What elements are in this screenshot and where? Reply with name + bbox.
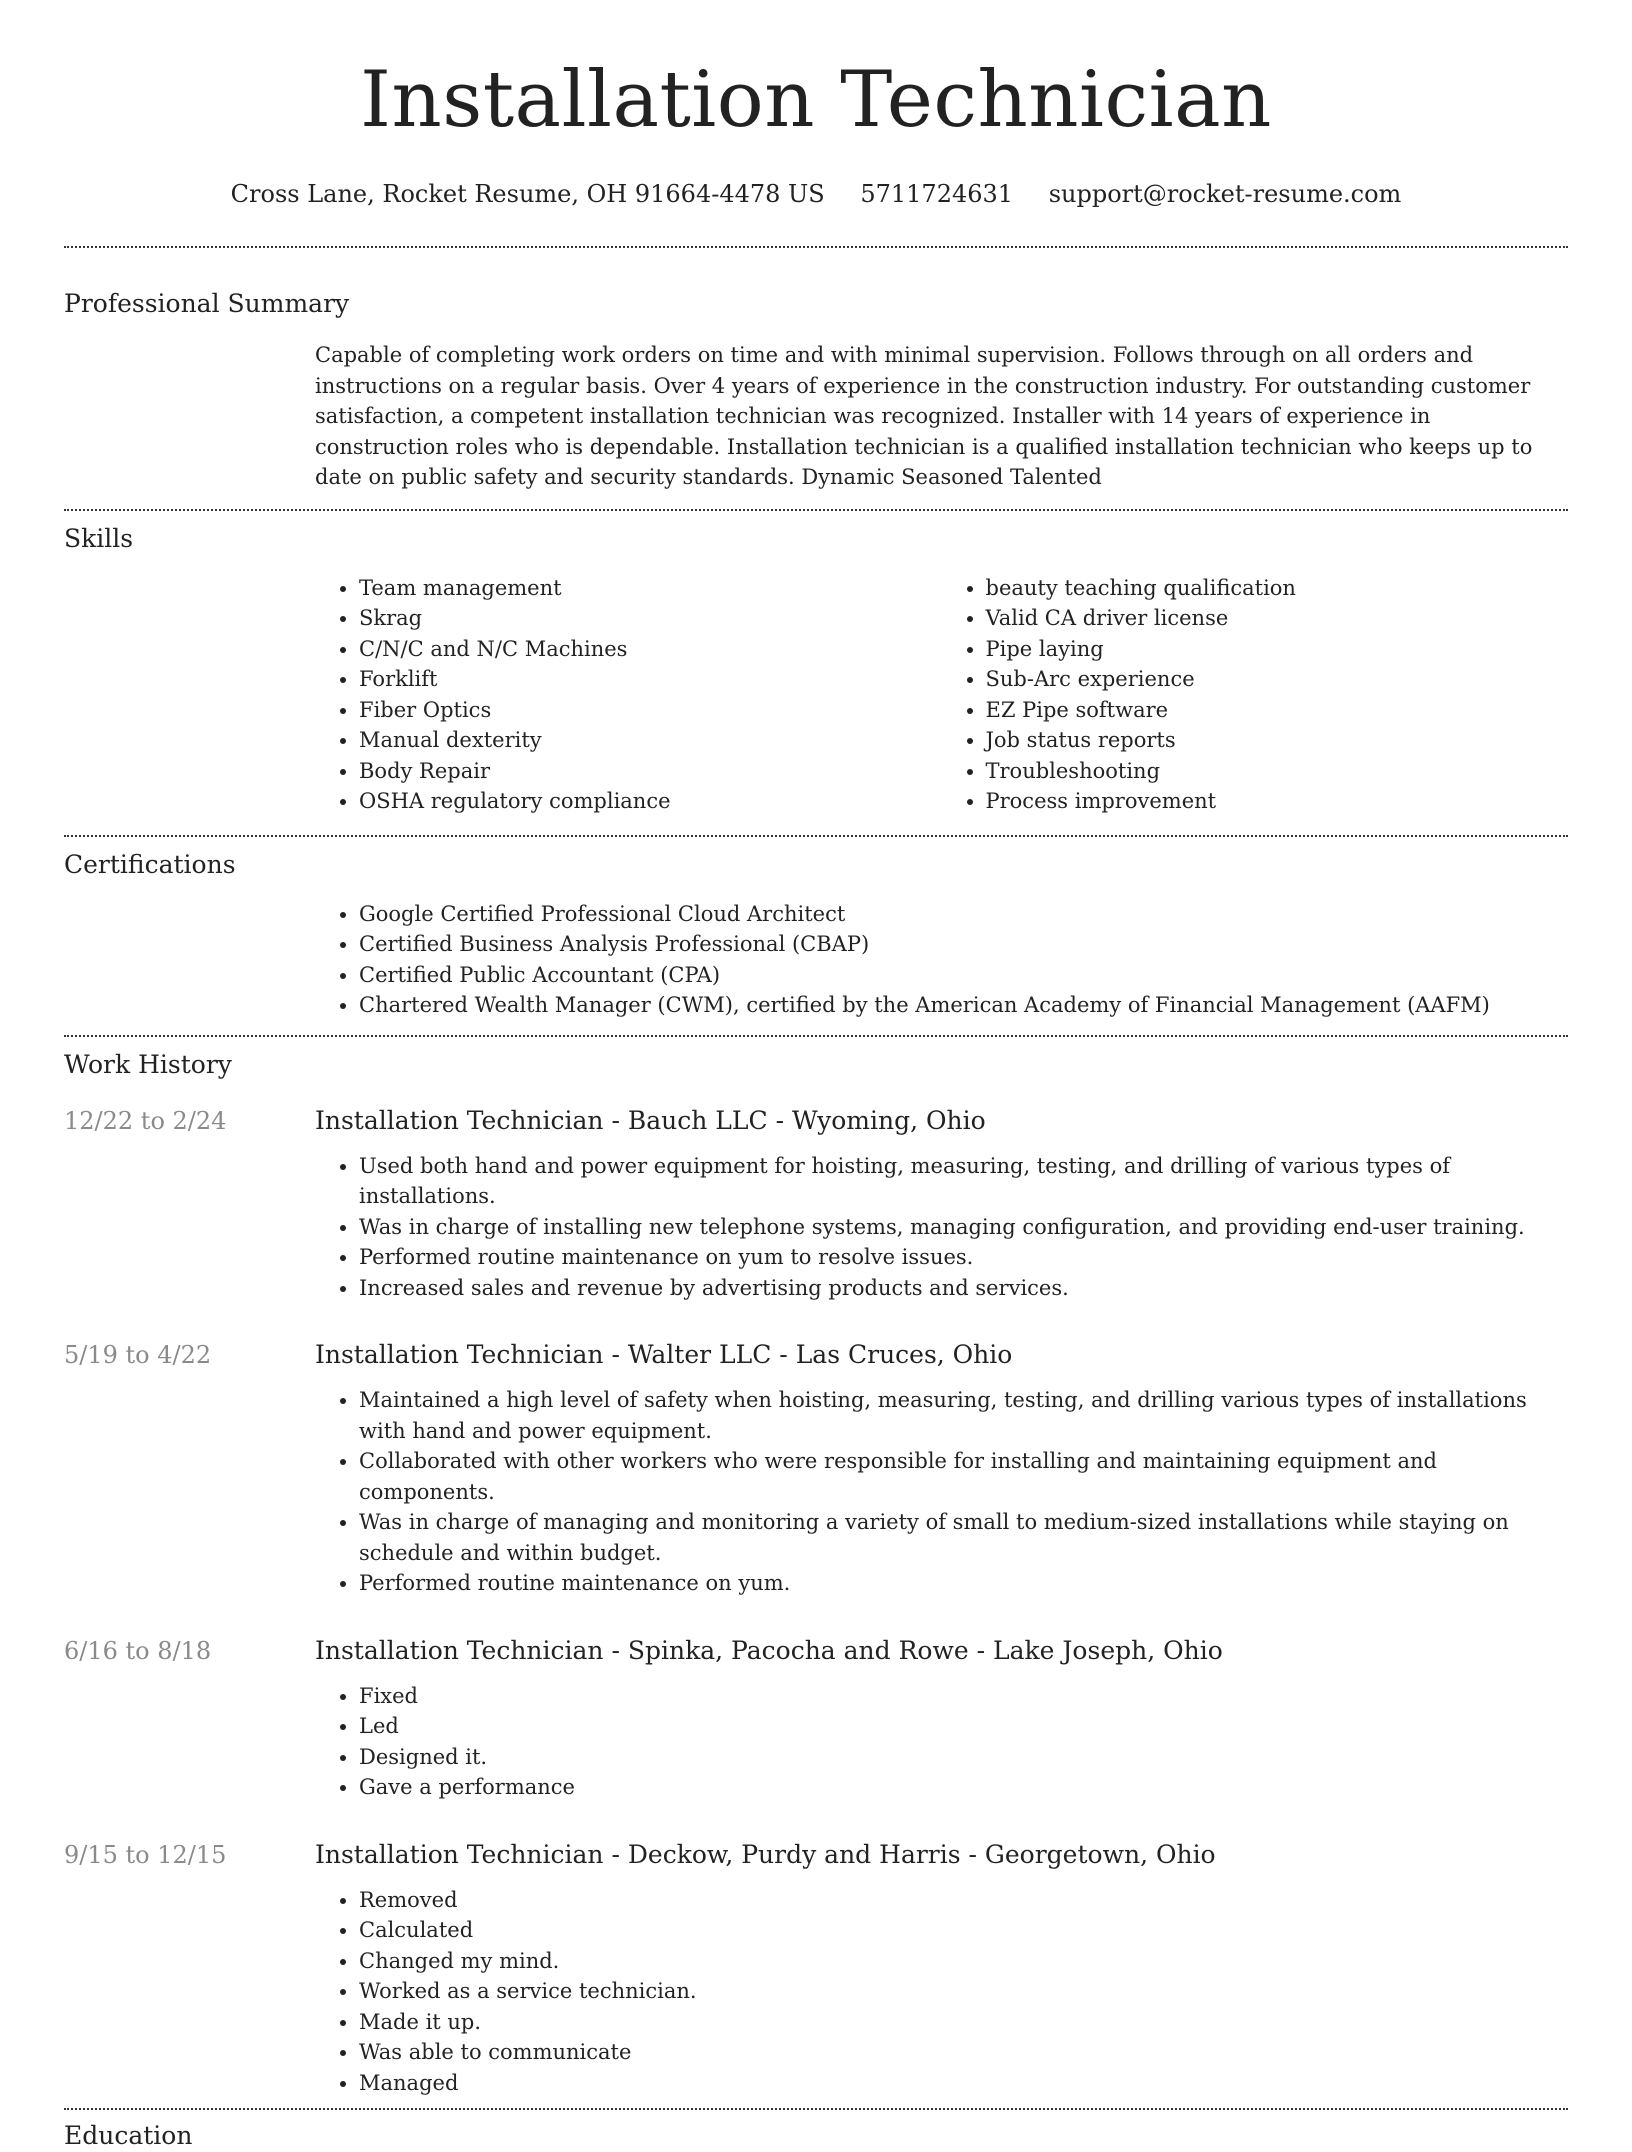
list-item: • Was in charge of managing and monitoring a variety of small to medium-sized installations while staying on schedule and within budget. [359,1507,1568,1568]
skills-left-column [315,573,942,817]
summary-text: Capable of completing work orders on time and with minimal supervision. Follows through on all orders and instructions on a regular basis. Over 4 years of experience in the construction industry. For outstanding customer satisfaction, a competent installation technician was recognized. Installer with 14 years of experience in construction roles who is dependable. Installation technician is a qualified installation technician who keeps up to date on public safety and security standards. Dynamic Seasoned Talented [315,343,1533,489]
certifications-items [315,899,1568,1021]
list-item: • OSHA regulatory compliance [359,786,942,817]
job-bullets [315,1885,1568,2099]
job-entry [64,1839,1568,2099]
job-dates: 12/22 to 2/24 [64,1106,227,1135]
job-bullets [315,1681,1568,1803]
job-bullets [315,1151,1568,1304]
list-item: • Maintained a high level of safety when hoisting, measuring, testing, and drilling various types of installations with hand and power equipment. [359,1385,1568,1446]
job-title: Installation Technician - Bauch LLC - Wyoming, Ohio [315,1105,986,1135]
job-title: Installation Technician - Spinka, Pacocha and Rowe - Lake Joseph, Ohio [315,1635,1223,1665]
summary-heading: Professional Summary [64,289,350,318]
list-item: • Managed [359,2068,1568,2099]
contact-line [0,178,1632,210]
list-item: • Team management [359,573,942,604]
job-details [315,1339,1568,1599]
list-item: • Forklift [359,664,942,695]
list-item: • Fixed [359,1681,1568,1712]
skills-heading: Skills [64,523,134,553]
job-bullets [315,1385,1568,1599]
list-item: • C/N/C and N/C Machines [359,634,942,665]
page-title: Installation Technician [360,55,1272,145]
list-item: • Troubleshooting [986,756,1569,787]
list-item: • Led [359,1711,1568,1742]
list-item: • Removed [359,1885,1568,1916]
list-item: • Valid CA driver license [986,603,1569,634]
list-item: • Body Repair [359,756,942,787]
skills-right-column [942,573,1569,817]
list-item: • Was able to communicate [359,2037,1568,2068]
list-item: • Skrag [359,603,942,634]
section-divider [64,509,1568,511]
list-item: • Worked as a service technician. [359,1976,1568,2007]
list-item: • Made it up. [359,2007,1568,2038]
phone-text: 5711724631 [860,180,1014,208]
list-item: • Performed routine maintenance on yum. [359,1568,1568,1599]
section-divider [64,246,1568,248]
job-title: Installation Technician - Walter LLC - Las Cruces, Ohio [315,1340,1013,1369]
list-item: • Performed routine maintenance on yum to resolve issues. [359,1242,1568,1273]
job-details [315,1635,1568,1803]
job-dates: 6/16 to 8/18 [64,1636,212,1665]
list-item: • Fiber Optics [359,695,942,726]
list-item: • Used both hand and power equipment for hoisting, measuring, testing, and drilling of various types of installations. [359,1151,1568,1212]
list-item: • Calculated [359,1915,1568,1946]
job-entry [64,1339,1568,1599]
certifications-list [315,899,1568,1021]
job-dates: 5/19 to 4/22 [64,1341,212,1369]
job-dates: 9/15 to 12/15 [64,1840,227,1869]
skills-list [315,573,1568,817]
job-details [315,1105,1568,1304]
list-item: • Sub-Arc experience [986,664,1569,695]
job-details [315,1839,1568,2099]
list-item: • Was in charge of installing new telephone systems, managing configuration, and providing end-user training. [359,1212,1568,1243]
section-divider [64,1035,1568,1037]
list-item: • Process improvement [986,786,1569,817]
section-divider [64,835,1568,837]
work-history-list [0,1105,1632,2099]
certifications-heading: Certifications [64,849,236,879]
list-item: • EZ Pipe software [986,695,1569,726]
job-entry [64,1635,1568,1803]
list-item: • Job status reports [986,725,1569,756]
work-history-heading: Work History [64,1049,232,1079]
job-title: Installation Technician - Deckow, Purdy and Harris - Georgetown, Ohio [315,1839,1216,1869]
list-item: • Certified Public Accountant (CPA) [359,960,1568,991]
job-entry [64,1105,1568,1304]
list-item: • Designed it. [359,1742,1568,1773]
list-item: • Increased sales and revenue by advertising products and services. [359,1273,1568,1304]
list-item: • Pipe laying [986,634,1569,665]
email-text: support@rocket-resume.com [1048,180,1402,208]
list-item: • Certified Business Analysis Professional (CBAP) [359,929,1568,960]
address-text: Cross Lane, Rocket Resume, OH 91664-4478 US [230,180,825,208]
section-divider [64,2108,1568,2110]
list-item: • Gave a performance [359,1772,1568,1803]
list-item: • Chartered Wealth Manager (CWM), certified by the American Academy of Financial Management (AAFM) [359,990,1568,1021]
list-item: • Google Certified Professional Cloud Architect [359,899,1568,930]
list-item: • Collaborated with other workers who were responsible for installing and maintaining equipment and components. [359,1446,1568,1507]
education-heading: Education [64,2121,193,2150]
list-item: • beauty teaching qualification [986,573,1569,604]
list-item: • Manual dexterity [359,725,942,756]
list-item: • Changed my mind. [359,1946,1568,1977]
